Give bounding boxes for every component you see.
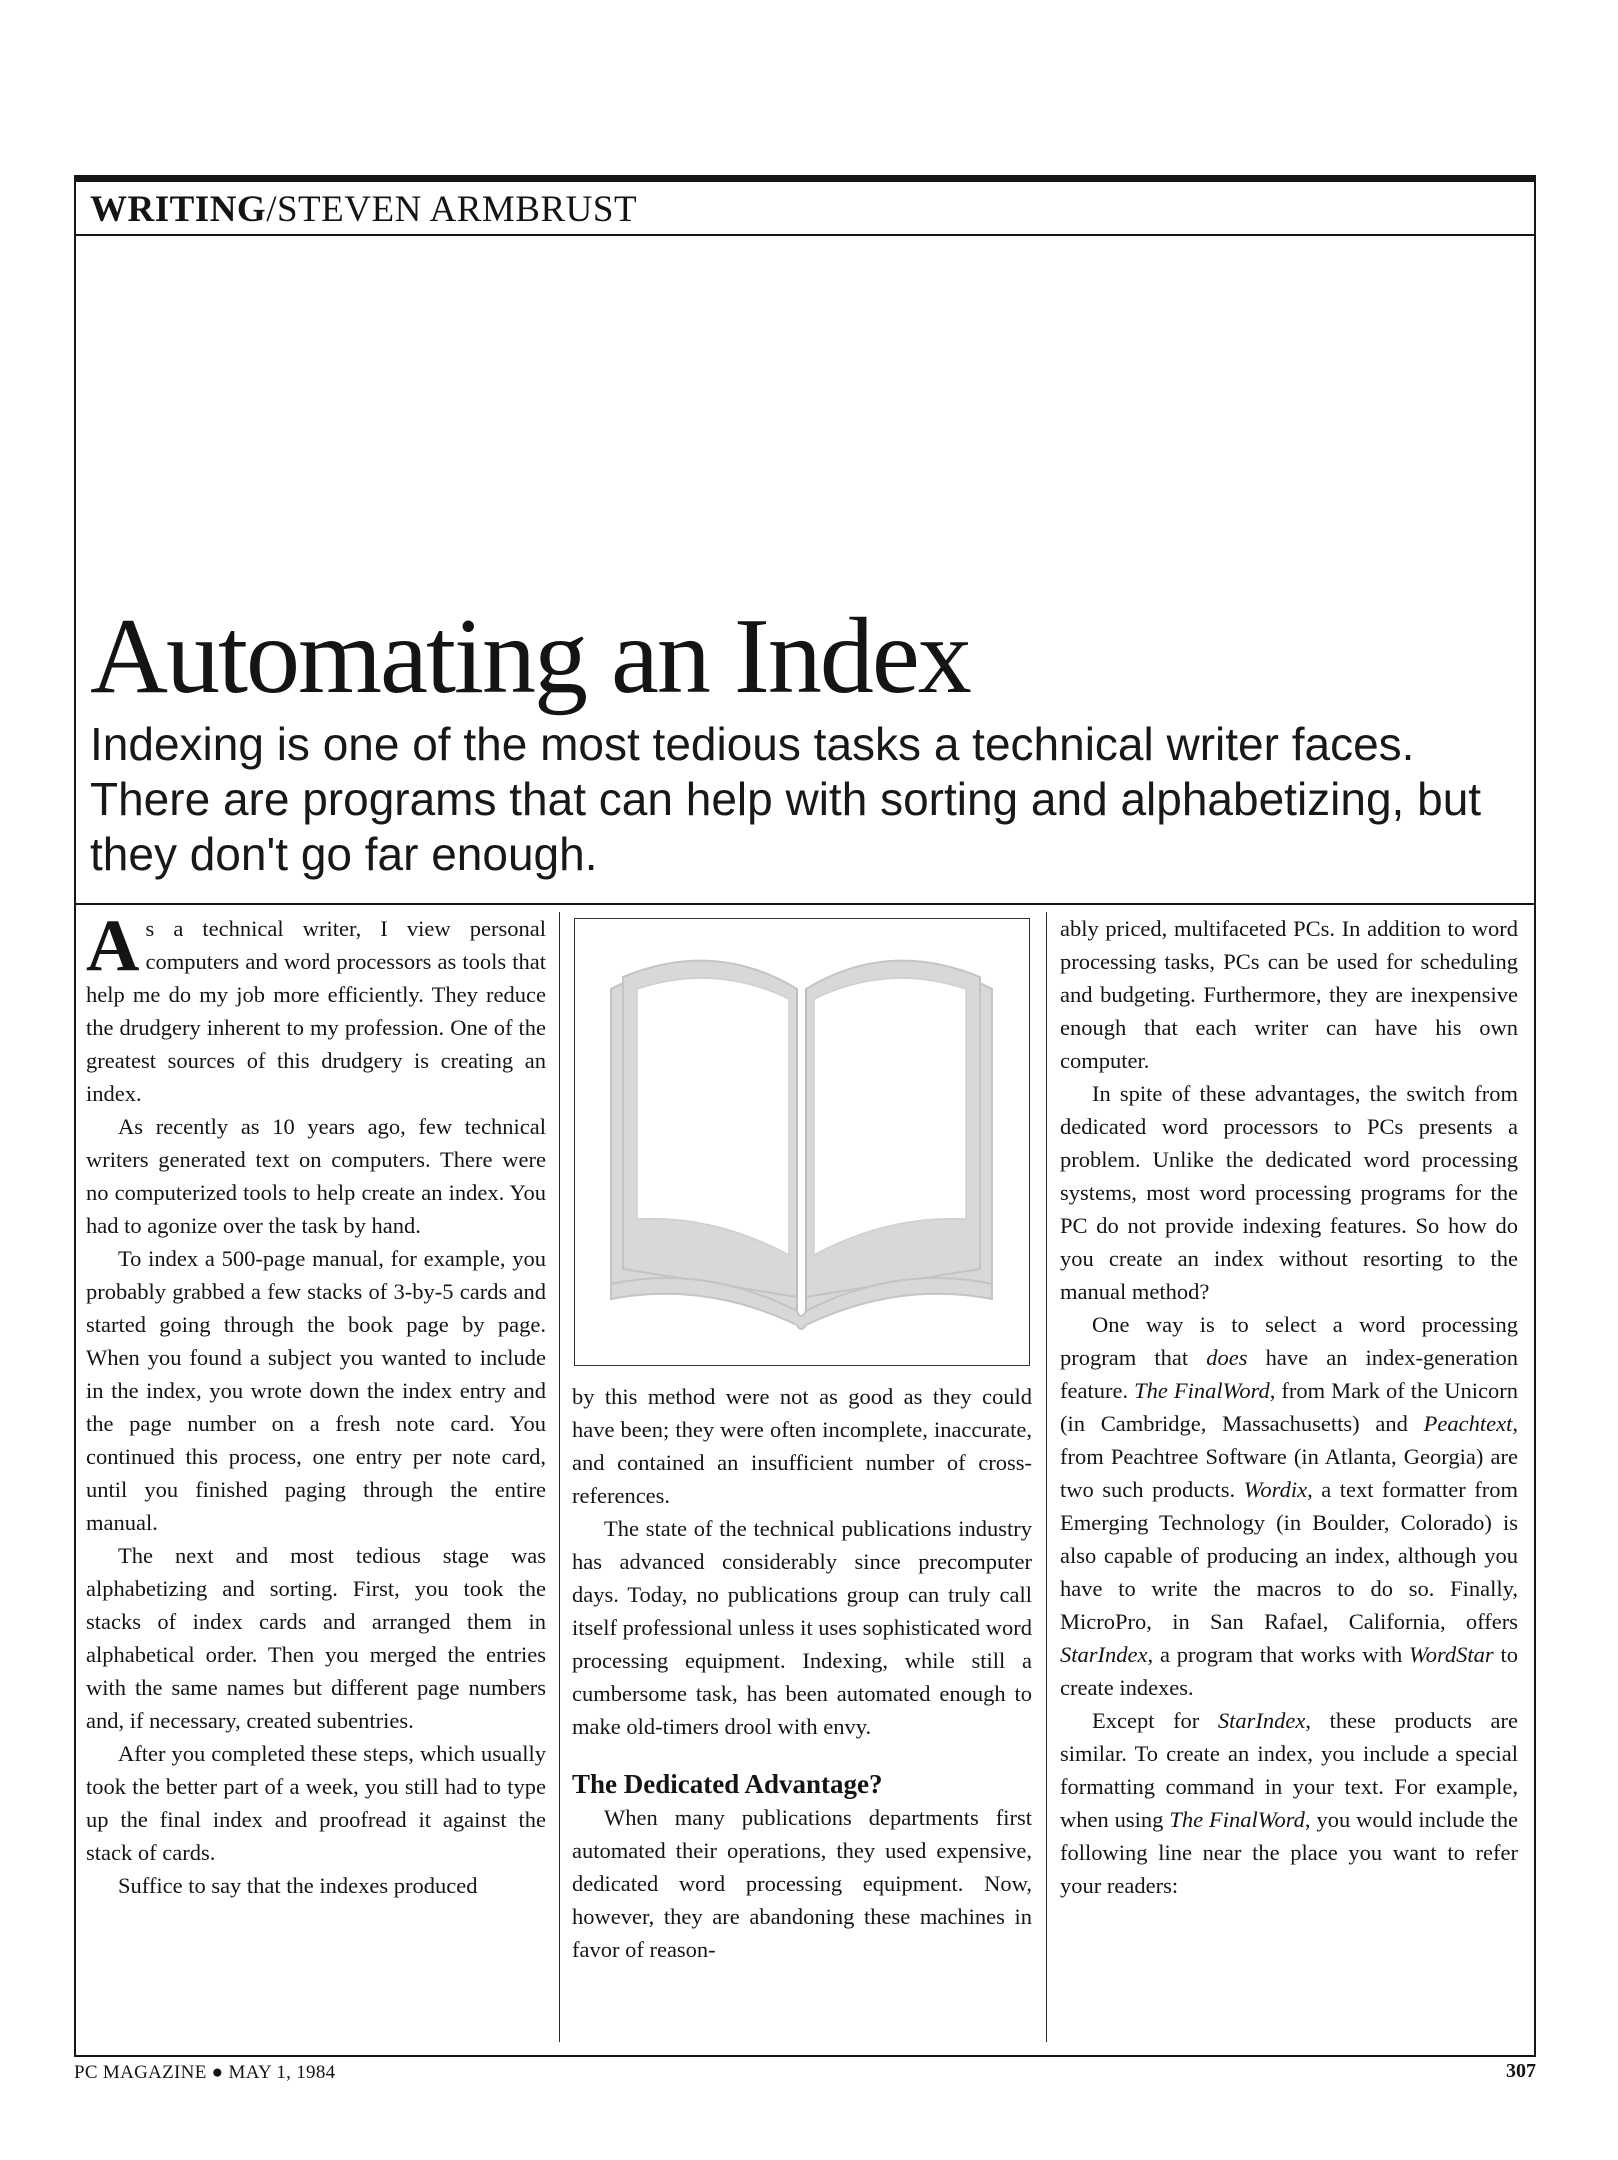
issue-date: MAY 1, 1984: [228, 2062, 336, 2083]
paragraph: To index a 500-page manual, for example, you probably grabbed a few stacks of 3-by-5 cards and started going through the book page by page. When you found a subject you wanted to include in the index, you wrote down the index entry and the page number on a fresh note card. You continued this process, one entry per note card, until you finished paging through the entire manual.: [86, 1246, 546, 1535]
magazine-name: PC MAGAZINE: [74, 2062, 207, 2083]
product-name: The FinalWord: [1134, 1378, 1270, 1403]
title-rule: [74, 903, 1536, 905]
header-band: [74, 182, 1536, 236]
paragraph: by this method were not as good as they could have been; they were often incomplete, inaccurate, and contained an insufficient number of cross-references.: [572, 1384, 1032, 1508]
paragraph: The next and most tedious stage was alphabetizing and sorting. First, you took the stacks of index cards and arranged them in alphabetical order. Then you merged the entries with the same names but different page numbers and, if necessary, created subentries.: [86, 1543, 546, 1733]
column-divider-right: [1046, 912, 1047, 2042]
paragraph: As a technical writer, I view personal computers and word processors as tools that help me do my job more efficiently. They reduce the drudgery inherent to my profession. One of the greatest sources of this drudgery is creating an index.: [86, 912, 546, 1106]
header-category: WRITING: [90, 189, 267, 230]
drop-cap: A: [86, 912, 140, 987]
product-name: StarIndex: [1217, 1708, 1306, 1733]
paragraph: The state of the technical publications industry has advanced considerably since precomputer days. Today, no publications group can truly call itself professional unless it uses sophisticated word processing equipment. Indexing, while still a cumbersome task, has been automated enough to make old-timers drool with envy.: [572, 1516, 1032, 1739]
section-heading: The Dedicated Advantage?: [572, 1769, 883, 1799]
product-name: Wordix: [1243, 1477, 1308, 1502]
footer-credit: [74, 2062, 335, 2084]
product-name: Peachtext: [1423, 1411, 1513, 1436]
open-book-icon: [575, 919, 1028, 1364]
column-3: [1060, 912, 1518, 2057]
product-name: WordStar: [1409, 1642, 1494, 1667]
department-header: [90, 188, 637, 231]
paragraph: Suffice to say that the indexes produced: [118, 1873, 478, 1898]
paragraph: When many publications departments first automated their operations, they used expensive, dedicated word processing equipment. Now, however, they are abandoning these machines in favor of reason-: [572, 1805, 1032, 1962]
product-name: StarIndex: [1060, 1642, 1148, 1667]
column-divider-left: [559, 912, 560, 2042]
paragraph: After you completed these steps, which usually took the better part of a week, you still had to type up the final index and proofread it against the stack of cards.: [86, 1741, 546, 1865]
product-name: The FinalWord: [1169, 1807, 1305, 1832]
separator-dot: ●: [211, 2062, 224, 2083]
paragraph: As recently as 10 years ago, few technical writers generated text on computers. There were no computerized tools to help create an index. You had to agonize over the task by hand.: [86, 1114, 546, 1238]
paragraph: ably priced, multifaceted PCs. In addition to word processing tasks, PCs can be used for scheduling and budgeting. Furthermore, they are inexpensive enough that each writer can have his own computer.: [1060, 916, 1518, 1073]
emphasis: does: [1206, 1345, 1248, 1370]
header-author: /STEVEN ARMBRUST: [266, 189, 638, 230]
page-number: 307: [1506, 2060, 1536, 2082]
paragraph: One way is to select a word processing program that does have an index-generation feature. The FinalWord, from Mark of the Unicorn (in Cambridge, Massachusetts) and Peachtext, from Peachtree Software (in Atlanta, Georgia) are two such products. Wordix, a text formatter from Emerging Technology (in Boulder, Colorado) is also capable of producing an index, although you have to write the macros to do so. Finally, MicroPro, in San Rafael, California, offers StarIndex, a program that works with WordStar to create indexes.: [1060, 1312, 1518, 1700]
article-subtitle: Indexing is one of the most tedious tasks a technical writer faces. There are programs that can help with sorting and alphabetizing, but they don't go far enough.: [90, 718, 1482, 880]
book-illustration: [574, 918, 1030, 1366]
column-1: [86, 912, 546, 2057]
paragraph: Except for StarIndex, these products are similar. To create an index, you include a special formatting command in your text. For example, when using The FinalWord, you would include the following line near the place you want to refer your readers:: [1060, 1708, 1518, 1898]
paragraph: In spite of these advantages, the switch from dedicated word processors to PCs presents a problem. Unlike the dedicated word processing systems, most word processing programs for the PC do not provide indexing features. So how do you create an index without resorting to the manual method?: [1060, 1081, 1518, 1304]
column-2: [572, 1380, 1032, 2057]
article-title: Automating an Index: [90, 597, 970, 716]
